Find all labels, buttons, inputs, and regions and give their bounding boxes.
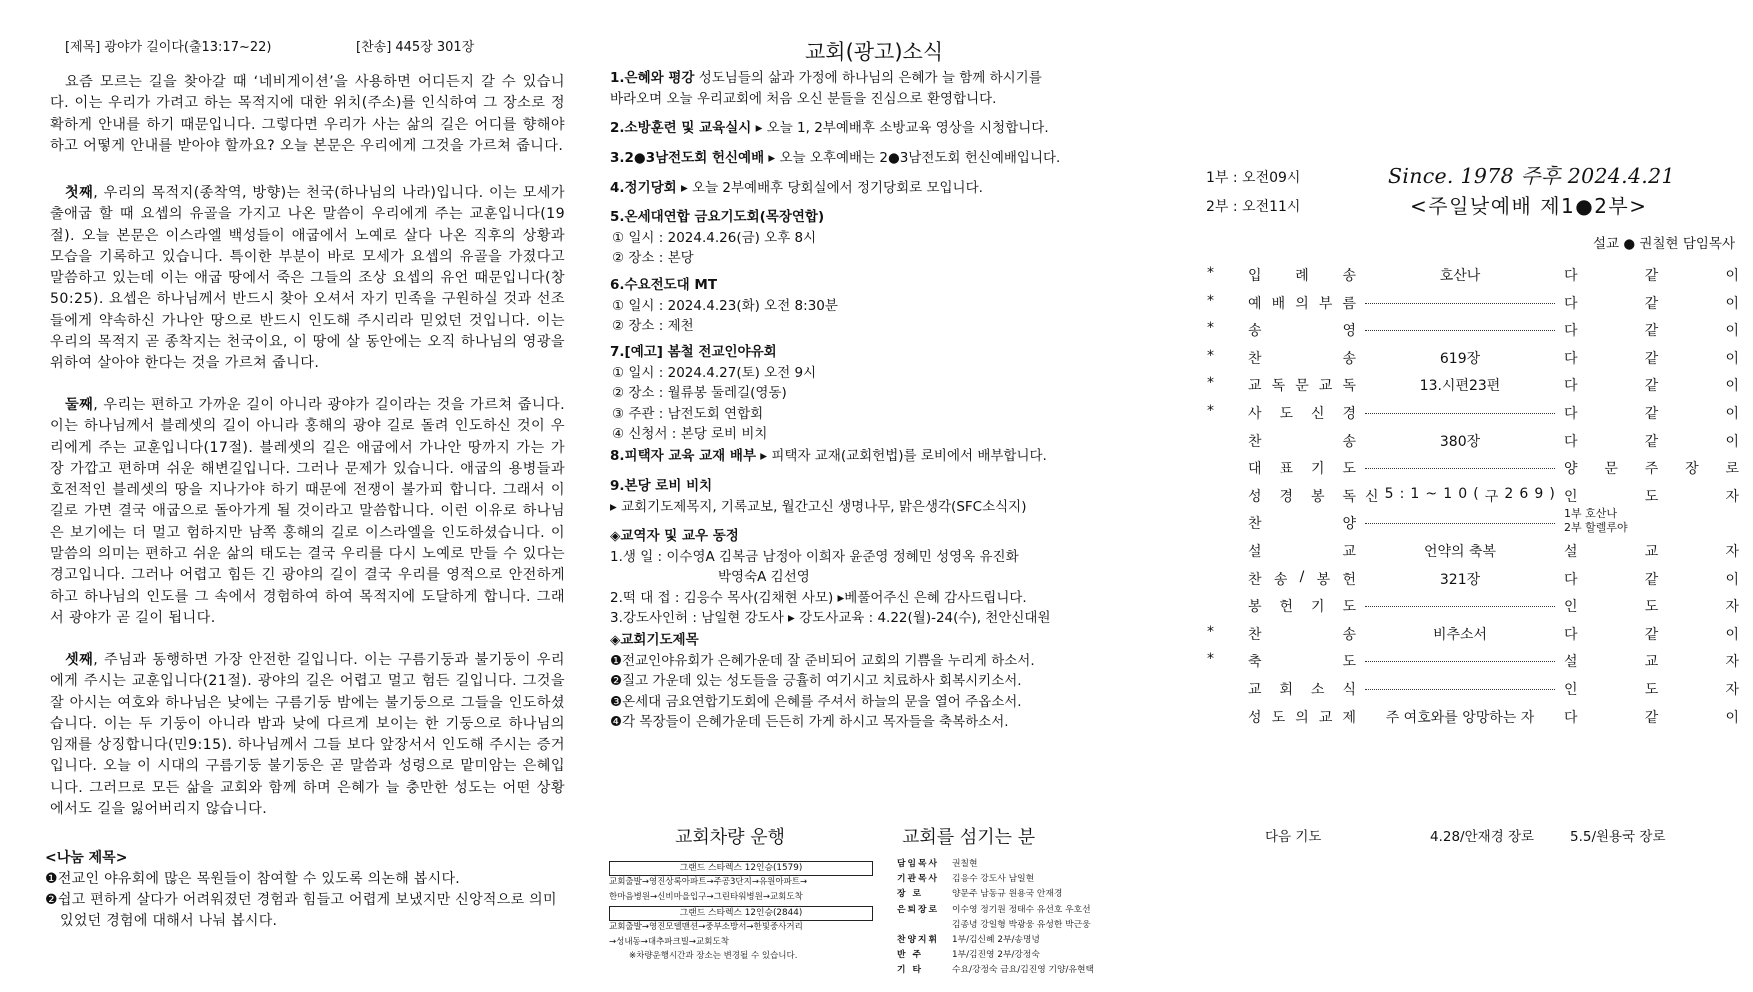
standing-mark: * (1207, 292, 1214, 309)
dotted-leader (1365, 468, 1555, 469)
dotted-leader (1365, 689, 1555, 690)
vehicle-heading: 교회차량 운행 (675, 827, 786, 848)
order-row (1205, 541, 1745, 569)
order-row (1205, 651, 1745, 679)
servant-row (897, 887, 1147, 902)
dotted-leader (1365, 413, 1555, 414)
servant-row (897, 918, 1147, 933)
order-item-value: 언약의 축복 (1423, 544, 1497, 560)
servant-names: 권칠현 (952, 859, 978, 869)
sharing-item: ❷쉽고 편하게 살다가 어려워졌던 경험과 힘들고 어렵게 보냈지만 신앙적으로 의미 있었던 경험에 대해서 나눠 봅시다. (45, 892, 557, 929)
order-item-leader: 다 같 이 (1564, 406, 1739, 422)
standing-mark: * (1207, 320, 1214, 337)
order-item-leader: 설 교 자 (1564, 544, 1739, 560)
hymn-numbers: [찬송] 445장 301장 (356, 40, 475, 55)
servant-names: 양문주 남동규 원용국 안재경 (952, 889, 1063, 900)
servant-role: 반 주 (897, 950, 924, 961)
order-item-value: 신 5 : 1 ~ 1 0 ( 구 2 6 9 ) (1365, 485, 1555, 505)
news-item-9: 9.본당 로비 비치 ▸ 교회기도제목지, 기록교보, 월간고신 생명나무, 맑은생각(SFC소식지) (610, 478, 1027, 515)
sermon-title: [제목] 광야가 길이다(출13:17~22) (65, 40, 272, 55)
dotted-leader (1365, 661, 1555, 662)
sharing-item: ❶전교인 야유회에 많은 목원들이 참여할 수 있도록 의논해 봅시다. (45, 871, 461, 887)
sermon-point-3: 셋째, 주님과 동행하면 가장 안전한 길입니다. 이는 구름기둥과 불기둥이 우리에게 주시는 교훈입니다(21절). 광야의 길은 어렵고 멀고 험든 길입니다. 그것을 잘 아시는 여호와 하나님은 낮에는 구름기둥 밤에는 불기둥으로 그들을 인도하셨습니다. 이는 두 기둥이 아니라 밤과 낮에 다르게 보이는 한 기둥으로 하나님의 임재를 상징합니다(민9:15). 하나님께서 그들 보다 앞장서서 인도해 주시는 증거입니다. 오늘 이 시대의 구름기둥 불기둥은 곧 말씀과 성령으로 맡미암는 은혜입니다. 그러므로 모든 삶을 교회와 함께 하며 은혜가 늘 충만한 성도는 어떤 상황에서도 길을 잃어버리지 않습니다. (50, 652, 565, 818)
order-item-value: 13.시편23편 (1419, 378, 1501, 395)
servant-row (897, 948, 1147, 963)
order-item-name: 대 표 기 도 (1248, 461, 1356, 478)
dotted-leader (1365, 523, 1555, 524)
servant-role: 담임목사 (897, 859, 939, 869)
order-item-name: 사 도 신 경 (1248, 406, 1356, 422)
order-row (1205, 569, 1745, 597)
order-row (1205, 320, 1745, 348)
order-item-name: 성 도 의 교 제 (1248, 709, 1356, 726)
sermon-intro: 요즘 모르는 길을 찾아갈 때 ‘네비게이션’을 사용하면 어디든지 갈 수 있습니다. 이는 우리가 가려고 하는 목적지에 대한 위치(주소)를 인식하여 그 장소로 정확하게 안내를 하기 때문입니다. 그렇다면 우리가 사는 삶의 길은 어디를 향해야 하고 어떻게 안내를 받아야 할까요? 오늘 본문은 우리에게 그것을 가르쳐 줍니다. (50, 74, 565, 154)
order-item-leader: 다 같 이 (1564, 323, 1739, 340)
order-item-leader: 다 같 이 (1564, 350, 1739, 367)
news-item-7: 7.[예고] 봄철 전교인야유회 ① 일시 : 2024.4.27(토) 오전 9시 ② 장소 : 월류봉 둘레길(영동) ③ 주관 : 남전도회 연합회 ④ 신청서 : 본당 로비 비치 (610, 344, 817, 442)
order-item-name: 교 독 문 교 독 (1248, 378, 1356, 395)
order-row (1205, 707, 1745, 735)
order-item-name: 설 교 (1248, 544, 1356, 560)
order-row (1205, 431, 1745, 459)
sermon-header (65, 36, 475, 55)
order-row (1205, 624, 1745, 652)
announcements-heading: 교회(광고)소식 (805, 40, 944, 64)
order-item-name: 예 배 의 부 름 (1248, 295, 1356, 312)
order-item-name: 찬 송 (1248, 433, 1356, 450)
servant-role: 찬양지휘 (897, 935, 939, 946)
order-row (1205, 458, 1745, 486)
service-time-1: 1부 : 오전09시 (1206, 170, 1301, 186)
servant-names: 김종녕 강일형 박광웅 유성한 박근웅 (952, 919, 1091, 930)
servants-heading: 교회를 섬기는 분 (902, 827, 1036, 848)
prayer-topics: ◈교회기도제목 ❶전교인야유회가 은혜가운데 잘 준비되어 교회의 기쁨을 누리게 하소서. ❷질고 가운데 있는 성도들을 긍휼히 여기시고 치료하사 회복시키소서. ❸온세대 금요연합기도회에 은혜를 주셔서 하늘의 문을 열어 주옵소서. ❹각 목장들이 은혜가운데 든든히 가게 하시고 목자들을 축복하소서. (610, 632, 1035, 730)
standing-mark: * (1207, 623, 1214, 640)
servant-role: 은퇴장로 (897, 904, 939, 915)
order-item-name: 봉 헌 기 도 (1248, 599, 1356, 616)
order-item-name: 교 회 소 식 (1248, 682, 1356, 698)
servant-row (897, 933, 1147, 948)
order-item-name: 성 경 봉 독 (1248, 488, 1356, 505)
sermon-point-1: 첫째, 우리의 목적지(종착역, 방향)는 천국(하나님의 나라)입니다. 이는 모세가 출애굽 할 때 요셉의 유골을 가지고 나온 말씀이 우리에게 주는 교훈입니다(19절). 오늘 본문은 이스라엘 백성들이 애굽에서 노예로 살다 나온 직후의 상황과 모습을 기록하고 있습니다. 특이한 부분이 바로 모세가 요셉의 유골을 가졌다고 말씀하고 있는데 이는 애굽 땅에서 죽은 그들의 조상 요셉의 유언 때문입니다(창50:25). 요셉은 하나님께서 반드시 찾아 오셔서 자기 민족을 구원하실 것과 선조들에게 약속하신 가나안 땅으로 반드시 인도해 주시리라 믿었던 것입니다. 이는 우리의 목적지 곧 종착지는 천국이요, 이 땅에 살 동안에는 오직 하나님의 영광을 위하여 살아야 한다는 것을 가르쳐 줍니다. (50, 185, 565, 372)
order-item-leader: 다 같 이 (1564, 268, 1739, 284)
staff-news: ◈교역자 및 교우 동정 1.생 일 : 이수영A 김복금 남정아 이희자 윤준영 정혜민 성영옥 유진화 박영숙A 김선영 2.떡 대 접 : 김응수 목사(김채현 사모) ▸베풀어주신 은혜 감사드립니다. 3.강도사인허 : 남일현 강도사 ▸ 강도사교육 : 4.22(월)-24(수), 천안신대원 (610, 528, 1051, 626)
order-row (1205, 348, 1745, 376)
standing-mark: * (1207, 403, 1214, 419)
order-item-leader: 다 같 이 (1564, 626, 1739, 643)
order-item-leader: 다 같 이 (1564, 295, 1739, 312)
news-item-4: 4.정기당회 ▸ 오늘 2부예배후 당회실에서 정기당회로 모입니다. (610, 180, 983, 196)
service-time-2: 2부 : 오전11시 (1206, 199, 1301, 215)
vehicle-1-route: 교회출발→영진상록아파트→주공3단지→유원아파트→ 한마음병원→신비마을입구→그린타워병원→교회도착 (609, 877, 808, 902)
servant-role: 장 로 (897, 889, 924, 900)
servant-names: 김응수 강도사 남일현 (952, 874, 1035, 885)
order-item-value: 비추소서 (1432, 626, 1488, 643)
service-title: <주일낮예배 제1●2부> (1410, 194, 1648, 218)
servant-names: 1부/김진영 2부/강정숙 (952, 950, 1040, 961)
standing-mark: * (1207, 375, 1214, 392)
servant-names: 수요/강정숙 금요/김진영 기양/유현택 (952, 965, 1094, 976)
dotted-leader (1365, 303, 1555, 304)
order-item-leader: 다 같 이 (1564, 378, 1739, 395)
vehicle-2-route: 교회출발→영진모델맨션→중부소방서→한빛중사거리 →성내동→대추파크빌→교회도착 ※차량운행시간과 장소는 변경될 수 있습니다. (609, 922, 803, 961)
vehicle-2: 그랜드 스타렉스 12인승(2844) (609, 906, 873, 921)
news-item-5: 5.온세대연합 금요기도회(목장연합) ① 일시 : 2024.4.26(금) 오후 8시 ② 장소 : 본당 (610, 209, 825, 266)
service-times (1206, 164, 1300, 222)
sermon-point-2: 둘째, 우리는 편하고 가까운 길이 아니라 광야가 길이라는 것을 가르쳐 줍니다. 이는 하나님께서 블레셋의 길이 아니라 홍해의 광야 길로 돌려 인도하신 것이 우리에게 주는 교훈입니다(17절). 블레셋의 길은 애굽에서 가나안 땅까지 가는 가장 가깝고 편하며 쉬운 해변길입니다. 그러나 문제가 있습니다. 애굽의 용병들과 호전적인 블레셋의 땅을 지나가야 하기 때문에 전쟁이 불가피 합니다. 그래서 이 길로 가면 결국 애굽으로 돌아가게 될 것이라고 말씀합니다. 이런 이유로 하나님은 보기에는 더 멀고 험하지만 남쪽 홍해의 길로 이스라엘을 인도하셨습니다. 이 말씀의 의미는 편하고 쉬운 삶의 태도는 결국 우리를 다시 노예로 만들 수 있다는 경고입니다. 그러나 어렵고 힘든 긴 광야의 길이 결국 우리를 영적으로 안전하게 하고 하나님의 인도를 그 속에서 경험하여 하여 목적지에 도달하게 합니다. 그래서 광야가 곧 길이 됩니다. (50, 397, 565, 626)
servant-row (897, 963, 1147, 978)
standing-mark: * (1207, 651, 1214, 668)
order-item-value: 380장 (1439, 433, 1481, 450)
order-item-leader: 인 도 자 (1564, 682, 1739, 698)
next-prayer-2: 5.5/원용국 장로 (1570, 829, 1666, 845)
servant-role: 기 타 (897, 965, 924, 976)
news-item-8: 8.피택자 교육 교재 배부 ▸ 피택자 교재(교회헌법)를 로비에서 배부합니다. (610, 448, 1047, 464)
order-item-name: 찬 양 (1248, 516, 1356, 533)
order-row (1205, 375, 1745, 403)
preacher: 설교 ● 권칠현 담임목사 (1592, 236, 1735, 252)
order-item-name: 찬 송 / 봉 헌 (1248, 568, 1356, 588)
order-item-leader: 다 같 이 (1564, 571, 1739, 588)
next-prayer-1: 4.28/안재경 장로 (1430, 829, 1535, 845)
servant-names: 1부/김신혜 2부/송명녕 (952, 935, 1040, 946)
order-item-name: 찬 송 (1248, 350, 1356, 367)
order-item-leader: 인 도 자 (1564, 488, 1739, 505)
servant-row (897, 872, 1147, 887)
servant-row (897, 857, 1147, 872)
news-item-3: 3.2●3남전도회 헌신예배 ▸ 오늘 오후예배는 2●3남전도회 헌신예배입니다. (610, 150, 1061, 166)
news-item-2: 2.소방훈련 및 교육실시 ▸ 오늘 1, 2부예배후 소방교육 영상을 시청합니다. (610, 120, 1049, 136)
order-item-leader: 다 같 이 (1564, 709, 1739, 726)
order-item-leader: 양 문 주 장 로 (1564, 461, 1739, 478)
dotted-leader (1365, 330, 1555, 331)
servant-role (897, 918, 952, 933)
order-item-value: 주 여호와를 앙망하는 자 (1385, 709, 1535, 726)
standing-mark: * (1207, 265, 1214, 281)
standing-mark: * (1207, 347, 1214, 364)
order-row (1205, 293, 1745, 321)
servant-role: 기관목사 (897, 874, 939, 885)
order-row (1205, 265, 1745, 293)
date-line: Since. 1978 주후 2024.4.21 (1388, 164, 1675, 188)
order-row (1205, 507, 1745, 541)
servant-row (897, 903, 1147, 918)
news-item-1: 1.은혜와 평강 성도님들의 삶과 가정에 하나님의 은혜가 늘 함께 하시기를 바라오며 오늘 우리교회에 처음 오신 분들을 진심으로 환영합니다. (610, 70, 1042, 107)
next-prayer-label: 다음 기도 (1265, 829, 1322, 845)
news-item-6: 6.수요전도대 MT ① 일시 : 2024.4.23(화) 오전 8:30분 ② 장소 : 제천 (610, 277, 838, 334)
order-item-name: 송 영 (1248, 323, 1356, 340)
order-item-leader: 1부 호산나 2부 할렐루야 (1564, 507, 1628, 535)
sharing-title: <나눔 제목> (45, 850, 128, 866)
order-item-value: 호산나 (1439, 268, 1481, 284)
order-item-name: 찬 송 (1248, 626, 1356, 643)
servants-list (897, 857, 1147, 979)
order-item-value: 321장 (1439, 571, 1481, 588)
order-item-leader: 설 교 자 (1564, 654, 1739, 671)
order-item-name: 입 례 송 (1248, 268, 1356, 284)
order-item-value: 619장 (1439, 350, 1481, 367)
vehicle-1: 그랜드 스타렉스 12인승(1579) (609, 861, 873, 876)
dotted-leader (1365, 606, 1555, 607)
order-item-leader: 인 도 자 (1564, 599, 1739, 616)
sharing-topics (45, 848, 575, 932)
order-item-name: 축 도 (1248, 654, 1356, 671)
order-item-leader: 다 같 이 (1564, 433, 1739, 450)
servant-names: 이수영 정기원 정태수 유선호 우호선 (952, 904, 1091, 915)
order-row (1205, 403, 1745, 431)
order-row (1205, 679, 1745, 707)
order-row (1205, 596, 1745, 624)
